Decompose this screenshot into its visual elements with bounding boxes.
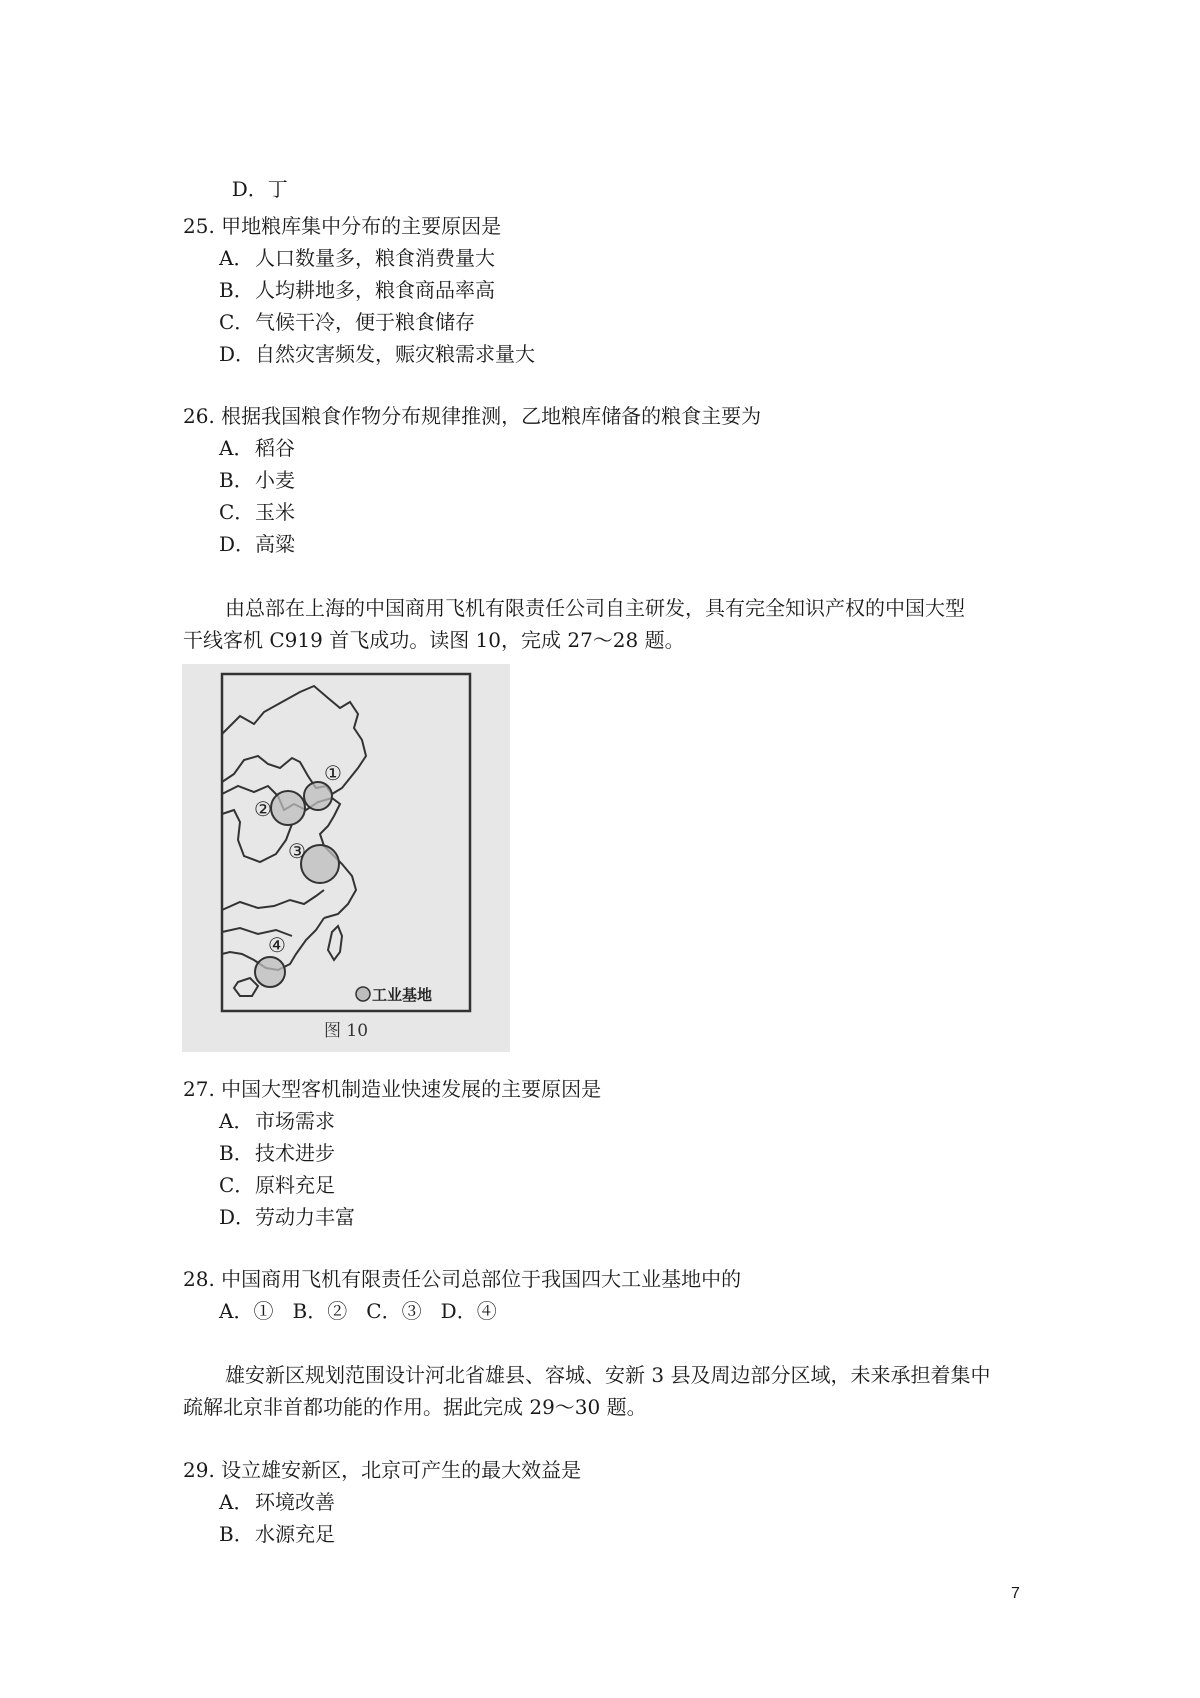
- legend-label: 工业基地: [372, 986, 433, 1004]
- q28-options-inline: A．① B．② C．③ D．④: [219, 1299, 497, 1323]
- option-text: 玉米: [255, 500, 295, 524]
- q27-option-a: [219, 1108, 335, 1134]
- industrial-base-3: [301, 845, 339, 883]
- option-label: D．: [219, 532, 256, 556]
- option-text: 气候干冷，便于粮食储存: [255, 310, 475, 334]
- q26-option-b: [219, 467, 295, 493]
- map-river-line-2: [222, 890, 324, 910]
- option-label: A．: [219, 1109, 254, 1133]
- marker-3: ③: [288, 839, 306, 863]
- option-label: C．: [219, 500, 255, 524]
- q26-option-a: [219, 435, 295, 461]
- option-text: 环境改善: [255, 1490, 335, 1514]
- industrial-base-1: [304, 782, 332, 810]
- question-27-stem: 27. 中国大型客机制造业快速发展的主要原因是: [183, 1077, 602, 1101]
- map-coastline-north: [222, 686, 366, 794]
- question-28-stem: 28. 中国商用飞机有限责任公司总部位于我国四大工业基地中的: [183, 1267, 742, 1291]
- option-text: 小麦: [255, 468, 295, 492]
- option-d-q24: [219, 150, 288, 202]
- option-label: B．: [219, 1522, 254, 1546]
- option-text: 人均耕地多，粮食商品率高: [255, 278, 495, 302]
- option-label: B．: [219, 278, 254, 302]
- china-east-map: [182, 664, 510, 1052]
- option-text: 劳动力丰富: [255, 1205, 355, 1229]
- option-label: C．: [219, 1173, 255, 1197]
- option-label: D．: [231, 177, 268, 201]
- option-text: 自然灾害频发，赈灾粮需求量大: [255, 342, 535, 366]
- q25-option-b: [219, 277, 495, 303]
- figure-10-map: [182, 664, 510, 1052]
- option-text: 稻谷: [255, 436, 295, 460]
- option-text: 丁: [267, 177, 288, 201]
- q25-option-d: [219, 341, 535, 367]
- q25-option-a: [219, 245, 495, 271]
- option-label: A．: [219, 436, 254, 460]
- option-text: 市场需求: [255, 1109, 335, 1133]
- q27-option-c: [219, 1172, 335, 1198]
- legend-symbol: [356, 987, 370, 1001]
- marker-4: ④: [268, 933, 286, 957]
- option-text: 人口数量多，粮食消费量大: [255, 246, 495, 270]
- option-label: D．: [219, 1205, 256, 1229]
- option-label: C．: [219, 310, 255, 334]
- taiwan-island: [328, 926, 342, 960]
- option-text: 技术进步: [255, 1141, 335, 1165]
- passage-1-line-1: 由总部在上海的中国商用飞机有限责任公司自主研发，具有完全知识产权的中国大型: [225, 596, 965, 620]
- question-25-stem: 25. 甲地粮库集中分布的主要原因是: [183, 214, 502, 238]
- option-label: A．: [219, 246, 254, 270]
- question-26-stem: 26. 根据我国粮食作物分布规律推测，乙地粮库储备的粮食主要为: [183, 404, 762, 428]
- option-label: A．: [219, 1490, 254, 1514]
- industrial-base-4: [255, 957, 285, 987]
- q26-option-c: [219, 499, 295, 525]
- q27-option-d: [219, 1204, 355, 1230]
- q29-option-b: [219, 1521, 335, 1547]
- marker-1: ①: [324, 761, 342, 785]
- q25-option-c: [219, 309, 475, 335]
- passage-1-line-2: 干线客机 C919 首飞成功。读图 10，完成 27～28 题。: [183, 628, 685, 652]
- option-label: D．: [219, 342, 256, 366]
- passage-2-line-1: 雄安新区规划范围设计河北省雄县、容城、安新 3 县及周边部分区域，未来承担着集中: [225, 1363, 991, 1387]
- option-label: B．: [219, 468, 254, 492]
- option-label: B．: [219, 1141, 254, 1165]
- q29-option-a: [219, 1489, 335, 1515]
- option-text: 原料充足: [255, 1173, 335, 1197]
- page-number: 7: [1011, 1585, 1020, 1602]
- marker-2: ②: [254, 797, 272, 821]
- hainan-island: [234, 978, 258, 996]
- q27-option-b: [219, 1140, 335, 1166]
- option-text: 高粱: [255, 532, 295, 556]
- option-text: 水源充足: [255, 1522, 335, 1546]
- question-29-stem: 29. 设立雄安新区，北京可产生的最大效益是: [183, 1458, 582, 1482]
- industrial-base-2: [271, 791, 305, 825]
- passage-2-line-2: 疏解北京非首都功能的作用。据此完成 29～30 题。: [183, 1395, 647, 1419]
- figure-caption: 图 10: [323, 1021, 369, 1041]
- q26-option-d: [219, 531, 295, 557]
